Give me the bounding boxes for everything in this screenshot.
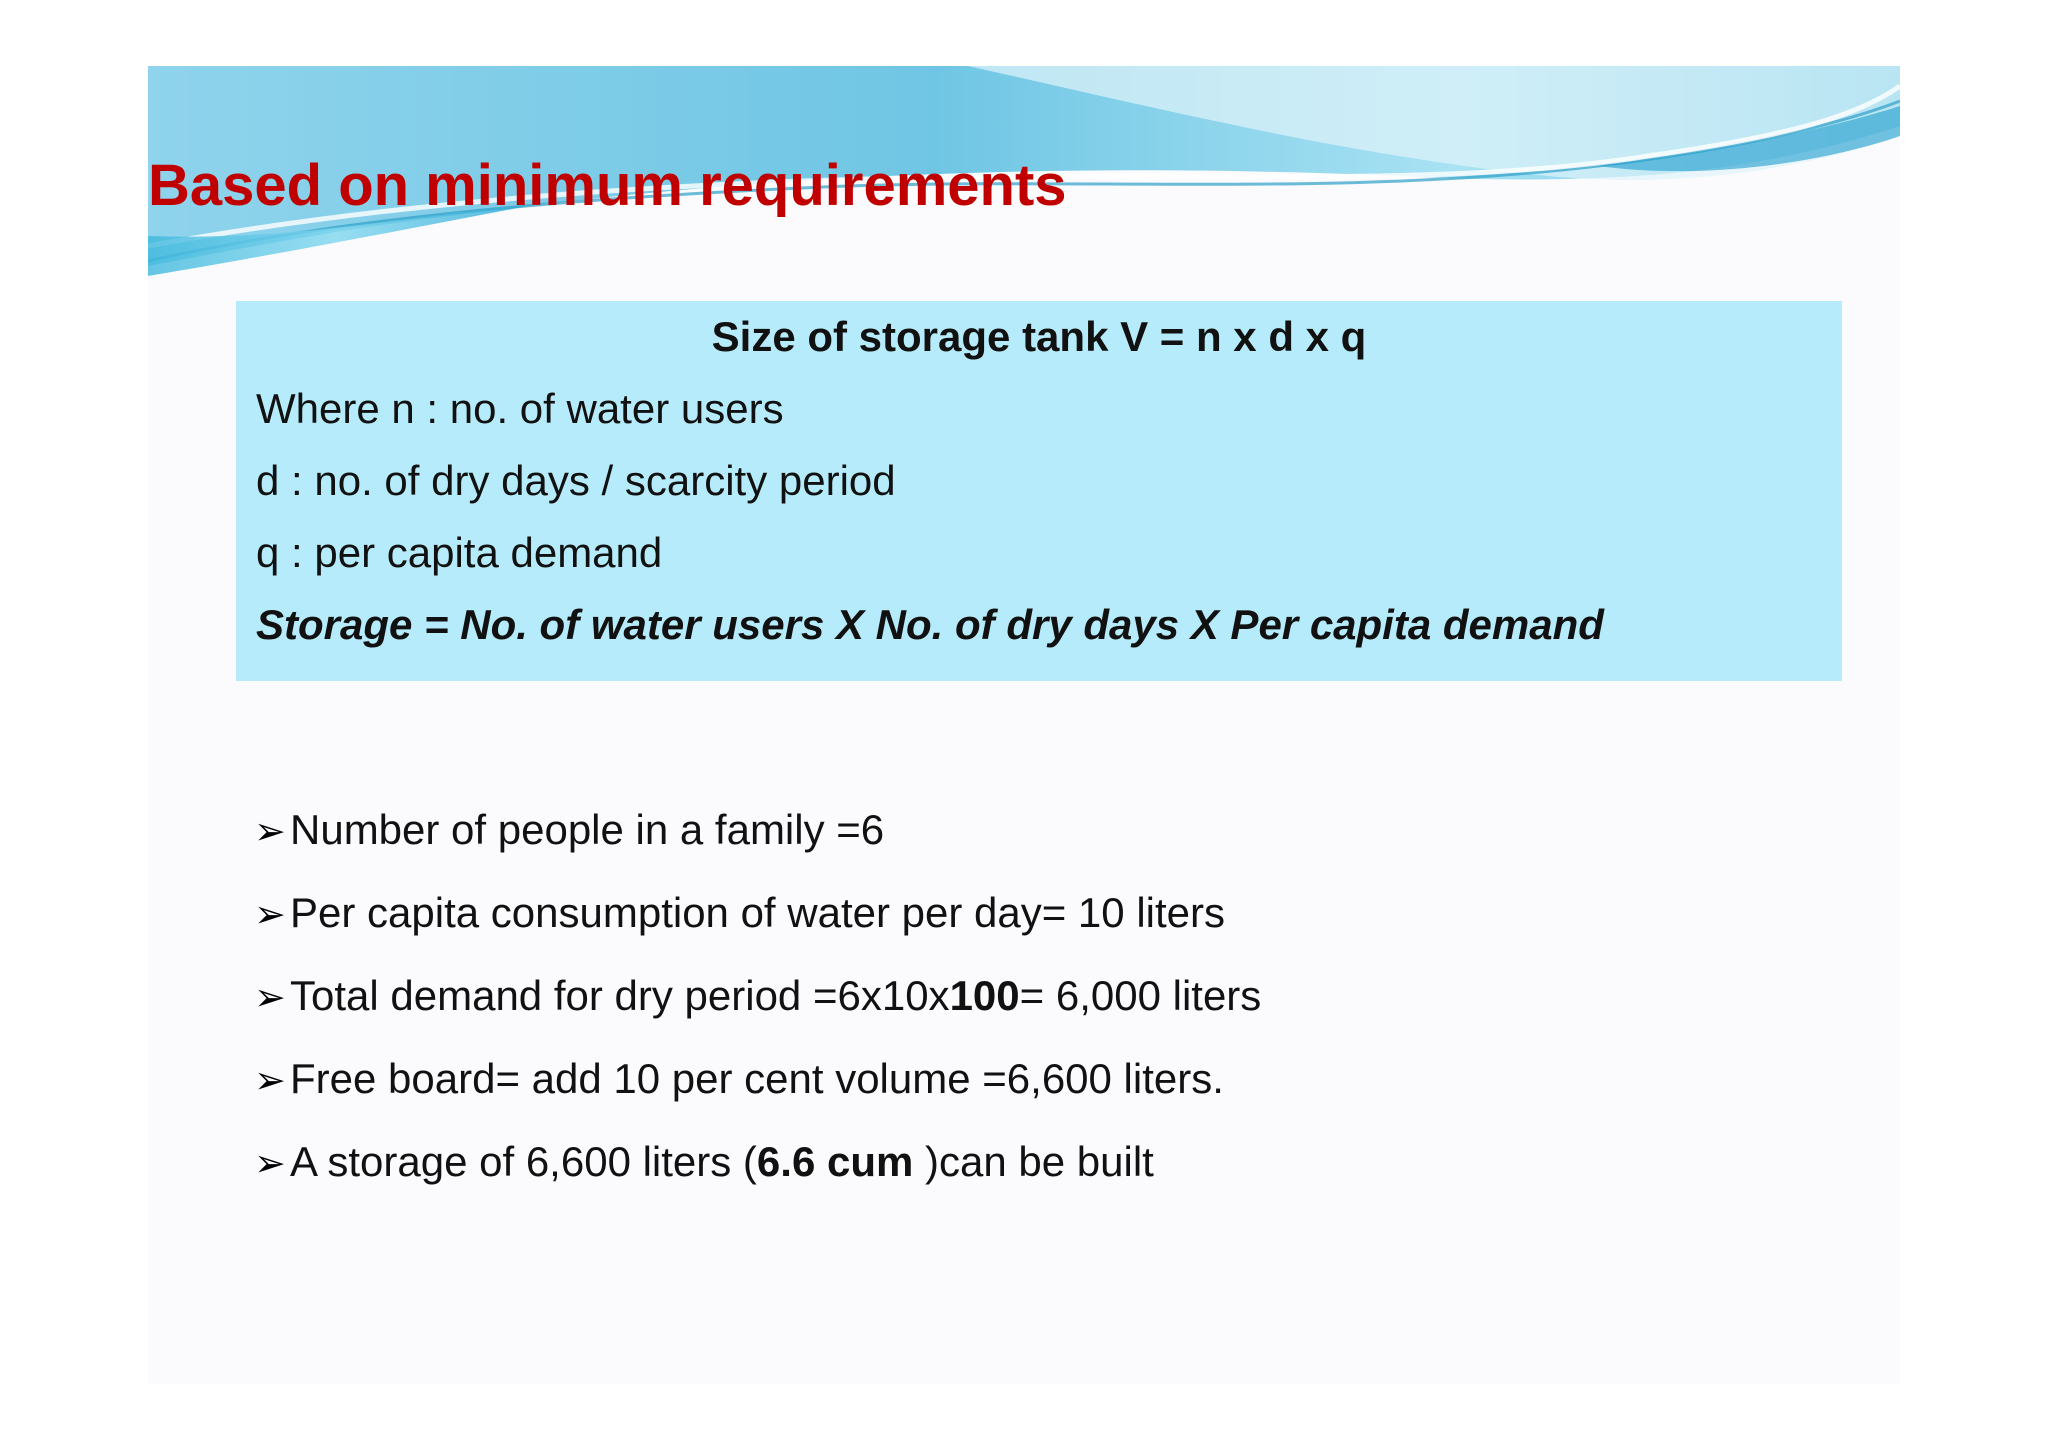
calculation-bullet-list [254,806,1261,1221]
list-item [254,1138,1261,1221]
bullet-text-after: )can be built [913,1138,1154,1185]
arrow-bullet-icon: ➢ [254,811,286,853]
bullet-text: Per capita consumption of water per day= 10 liters [290,889,1225,936]
bullet-text-before: A storage of 6,600 liters ( [290,1138,757,1185]
bullet-text-before: Total demand for dry period =6x10x [290,972,950,1019]
definition-d: d : no. of dry days / scarcity period [256,457,896,504]
slide [148,66,1900,1384]
bullet-text: Free board= add 10 per cent volume =6,600 liters. [290,1055,1224,1102]
arrow-bullet-icon: ➢ [254,1143,286,1185]
formula-box [236,301,1842,681]
list-item [254,972,1261,1055]
formula-heading: Size of storage tank V = n x d x q [711,313,1367,360]
definition-q: q : per capita demand [256,529,663,576]
definition-n: Where n : no. of water users [256,385,784,432]
bullet-text-after: = 6,000 liters [1019,972,1262,1019]
list-item [254,1055,1261,1138]
bullet-text: Number of people in a family =6 [290,806,885,853]
storage-formula: Storage = No. of water users X No. of dry days X Per capita demand [256,601,1604,648]
slide-title: Based on minimum requirements [148,153,1067,218]
bullet-bold-value: 6.6 cum [756,1138,914,1185]
arrow-bullet-icon: ➢ [254,977,286,1019]
bullet-bold-value: 100 [949,972,1020,1019]
arrow-bullet-icon: ➢ [254,1060,286,1102]
arrow-bullet-icon: ➢ [254,894,286,936]
list-item [254,806,1261,889]
list-item [254,889,1261,972]
